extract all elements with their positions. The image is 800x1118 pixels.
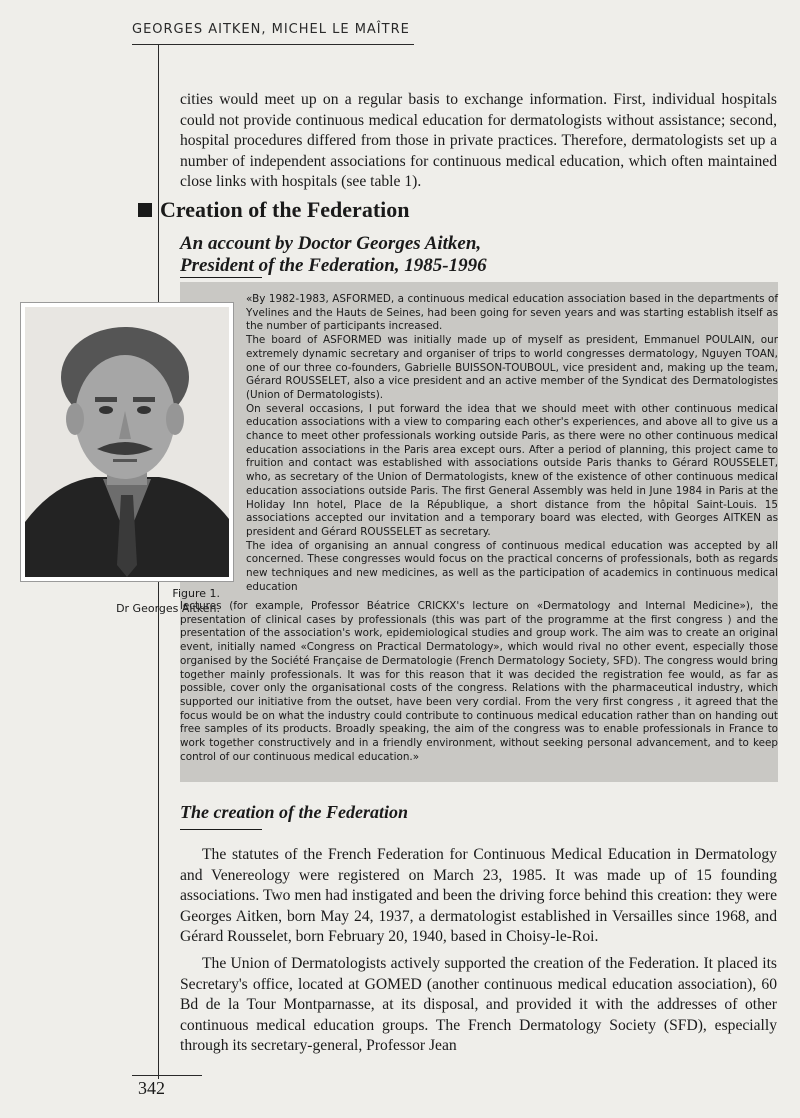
quote-column-bottom [180,600,778,764]
quote-paragraph-4-continued: lectures (for example, Professor Béatrice CRICKX's lecture on «Dermatology and Internal Medicine»), the presentation of clinical cases by professionals (this was part of the programme at the first congress ) and the presentation of the association's work, epidemiological studies and group work. The aim was to create an original event, initially named «Congress on Practical Dermatology», which would rival no other event, especially those organised by the Société Française de Dermatologie (French Dermatology Society, SFD). The congress would bring together mainly professionals. It was for this reason that it was decided the registration fee would, as far as possible, cover only the organisational costs of the congress. Relations with the pharmaceutical industry, which supported our initiative from the outset, have been very cordial. From the very first congress , it agreed that the focus would be on what the industry could contribute to continuous medical education rather than on handing out free samples of its products. Broadly speaking, the aim of the congress was to enable professionals in France to work together constructively and in a friendly environment, without seeking personal advancement, and to keep control of our continuous medical education.» [180,600,778,763]
figure-photo [20,302,234,582]
figure-caption-text: Dr Georges Aitken. [116,602,220,615]
quote-paragraph-4-start: The idea of organising an annual congress of continuous medical education was accepted by all concerned. These congresses would focus on the practical concerns of professionals, both as regards new techniques and new medicines, as well as the participation of academics in continuous medical education [246,539,778,593]
subsection-heading: The creation of the Federation [180,802,408,822]
intro-paragraph: cities would meet up on a regular basis to exchange information. First, individual hospitals could not provide continuous medical education for dermatologists without assistance; second, hospital procedures differed from those in private practices. Therefore, dermatologists set up a number of independent associations for continuous medical education, which often maintained close links with hospitals (see table 1). [180,91,777,190]
figure-caption-number: Figure 1. [172,587,220,600]
body-paragraph-1: The statutes of the French Federation for Continuous Medical Education in Dermatology and Venereology were registered on March 23, 1985. It was made up of 15 founding associations. Two men had instigated and been the driving force behind this creation: they were Georges Aitken, born May 24, 1937, a dermatologist established in Versailles since 1968, and Gérard Rousselet, born February 20, 1940, based in Choisy-le-Roi. [180,846,777,945]
running-head: GEORGES AITKEN, MICHEL LE MAÎTRE [132,22,410,37]
byline-line-1: An account by Doctor Georges Aitken, [180,233,482,254]
running-head-rule [132,44,414,45]
footer-rule [132,1075,202,1076]
byline-line-2: President of the Federation, 1985-1996 [180,255,487,276]
quote-paragraph-3: On several occasions, I put forward the idea that we should meet with other continuous medical education associations with a view to comparing each other's experiences, and above all to give us a chance to meet other professionals working outside Paris, as there were no other continuous medical education associations in the Paris area except ours. After a period of planning, this project came to fruition and contact was established with associations outside Paris thanks to Gérard ROUSSELET, who, as secretary of the Union of Dermatologists, knew of the existence of other continuous medical education associations outside Paris. The first General Assembly was held in June 1984 in Paris at the Holiday Inn hotel, Place de la République, a short distance from the hôpital Saint-Louis. 15 associations accepted our invitation and a temporary board was elected, with Georges AITKEN as president and Gérard ROUSSELET as secretary. [246,402,778,538]
section-heading-text: Creation of the Federation [160,197,410,222]
page-number: 342 [138,1078,165,1098]
portrait-image [25,307,229,577]
byline-rule [180,277,262,278]
body-paragraph-2: The Union of Dermatologists actively supported the creation of the Federation. It placed its Secretary's office, located at GOMED (another continuous medical education association), 60 Bd de la Tour Montparnasse, at its disposal, and provided it with the addresses of other continuous medical education groups. The French Dermatology Society (SFD), especially through its secretary-general, Professor Jean [180,955,777,1054]
quote-column-top [246,293,778,594]
quote-paragraph-1: «By 1982-1983, ASFORMED, a continuous medical education association based in the departments of Yvelines and the Hauts de Seines, had been going for seven years and was starting establish itself as the number of participants increased. [246,293,778,333]
section-heading [138,197,410,223]
byline [180,233,487,277]
quote-paragraph-2: The board of ASFORMED was initially made up of myself as president, Emmanuel POULAIN, our extremely dynamic secretary and organiser of trips to world congresses dermatology, Nguyen TOAN, one of our three co-founders, Gabrielle BUISSON-TOUBOUL, vice president and, making up the team, Gérard ROUSSELET, also a vice president and an active member of the Syndicat des Dermatologistes (Union of Dermatologists). [246,334,778,401]
section-square-icon [138,203,152,217]
subsection-rule [180,829,262,830]
